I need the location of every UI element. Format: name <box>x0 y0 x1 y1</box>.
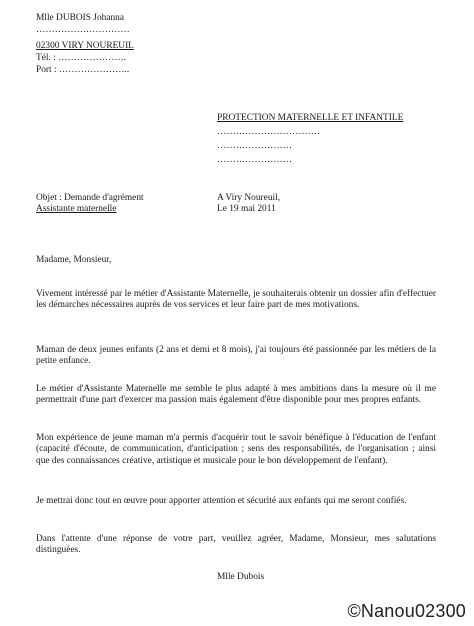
recipient-line-1: …………………………… <box>217 127 321 137</box>
paragraph: Le métier d'Assistante Maternelle me semble le plus adapté à mes ambitions dans la mesure où il me permettrait d'une part d'exercer ma passion mais également d'être disponible pour mes propres enfants. <box>36 384 436 406</box>
paragraph: Je mettrai donc tout en œuvre pour apporter attention et sécurité aux enfants qui me seront confiés. <box>36 496 407 506</box>
recipient-line-2: …………………… <box>217 141 292 151</box>
place: A Viry Noureuil, <box>217 193 281 203</box>
sender-port: Port : ………………….. <box>36 65 130 75</box>
signature: Mlle Dubois <box>217 572 265 582</box>
sender-tel: Tél. : …………………. <box>36 53 127 63</box>
paragraph: Maman de deux jeunes enfants (2 ans et demi et 8 mois), j'ai toujours été passionnée par les métiers de la petite enfance. <box>36 345 436 367</box>
sender-city: 02300 VIRY NOUREUIL <box>36 41 134 51</box>
recipient-org: PROTECTION MATERNELLE ET INFANTILE <box>217 113 404 123</box>
watermark: ©Nanou02300 <box>347 601 466 621</box>
sender-name: Mlle DUBOIS Johanna <box>36 13 125 23</box>
subject-line-cont: Assistante maternelle <box>36 204 117 214</box>
recipient-line-3: …………………… <box>217 155 292 165</box>
paragraph: Mon expérience de jeune maman m'a permis d'acquérir tout le savoir bénéfique à l'éducation de l'enfant (capacité d'écoute, de communication, d'anticipation ; sens des responsabilités, de l'organisation ; ainsi que des connaissances créative, artistique et musicale pour le bon développement de l'enfant). <box>36 433 436 466</box>
sender-street: ………………………… <box>36 25 130 35</box>
paragraph: Dans l'attente d'une réponse de votre part, veuillez agréer, Madame, Monsieur, mes salutations distinguées. <box>36 534 436 556</box>
date: Le 19 mai 2011 <box>217 204 276 214</box>
salutation: Madame, Monsieur, <box>36 255 112 265</box>
paragraph: Vivement intéressé par le métier d'Assistante Maternelle, je souhaiterais obtenir un dossier afin d'effectuer les démarches nécessaires auprès de vos services et leur faire part de mes motivations. <box>36 289 436 311</box>
subject-line: Objet : Demande d'agrément <box>36 193 144 203</box>
